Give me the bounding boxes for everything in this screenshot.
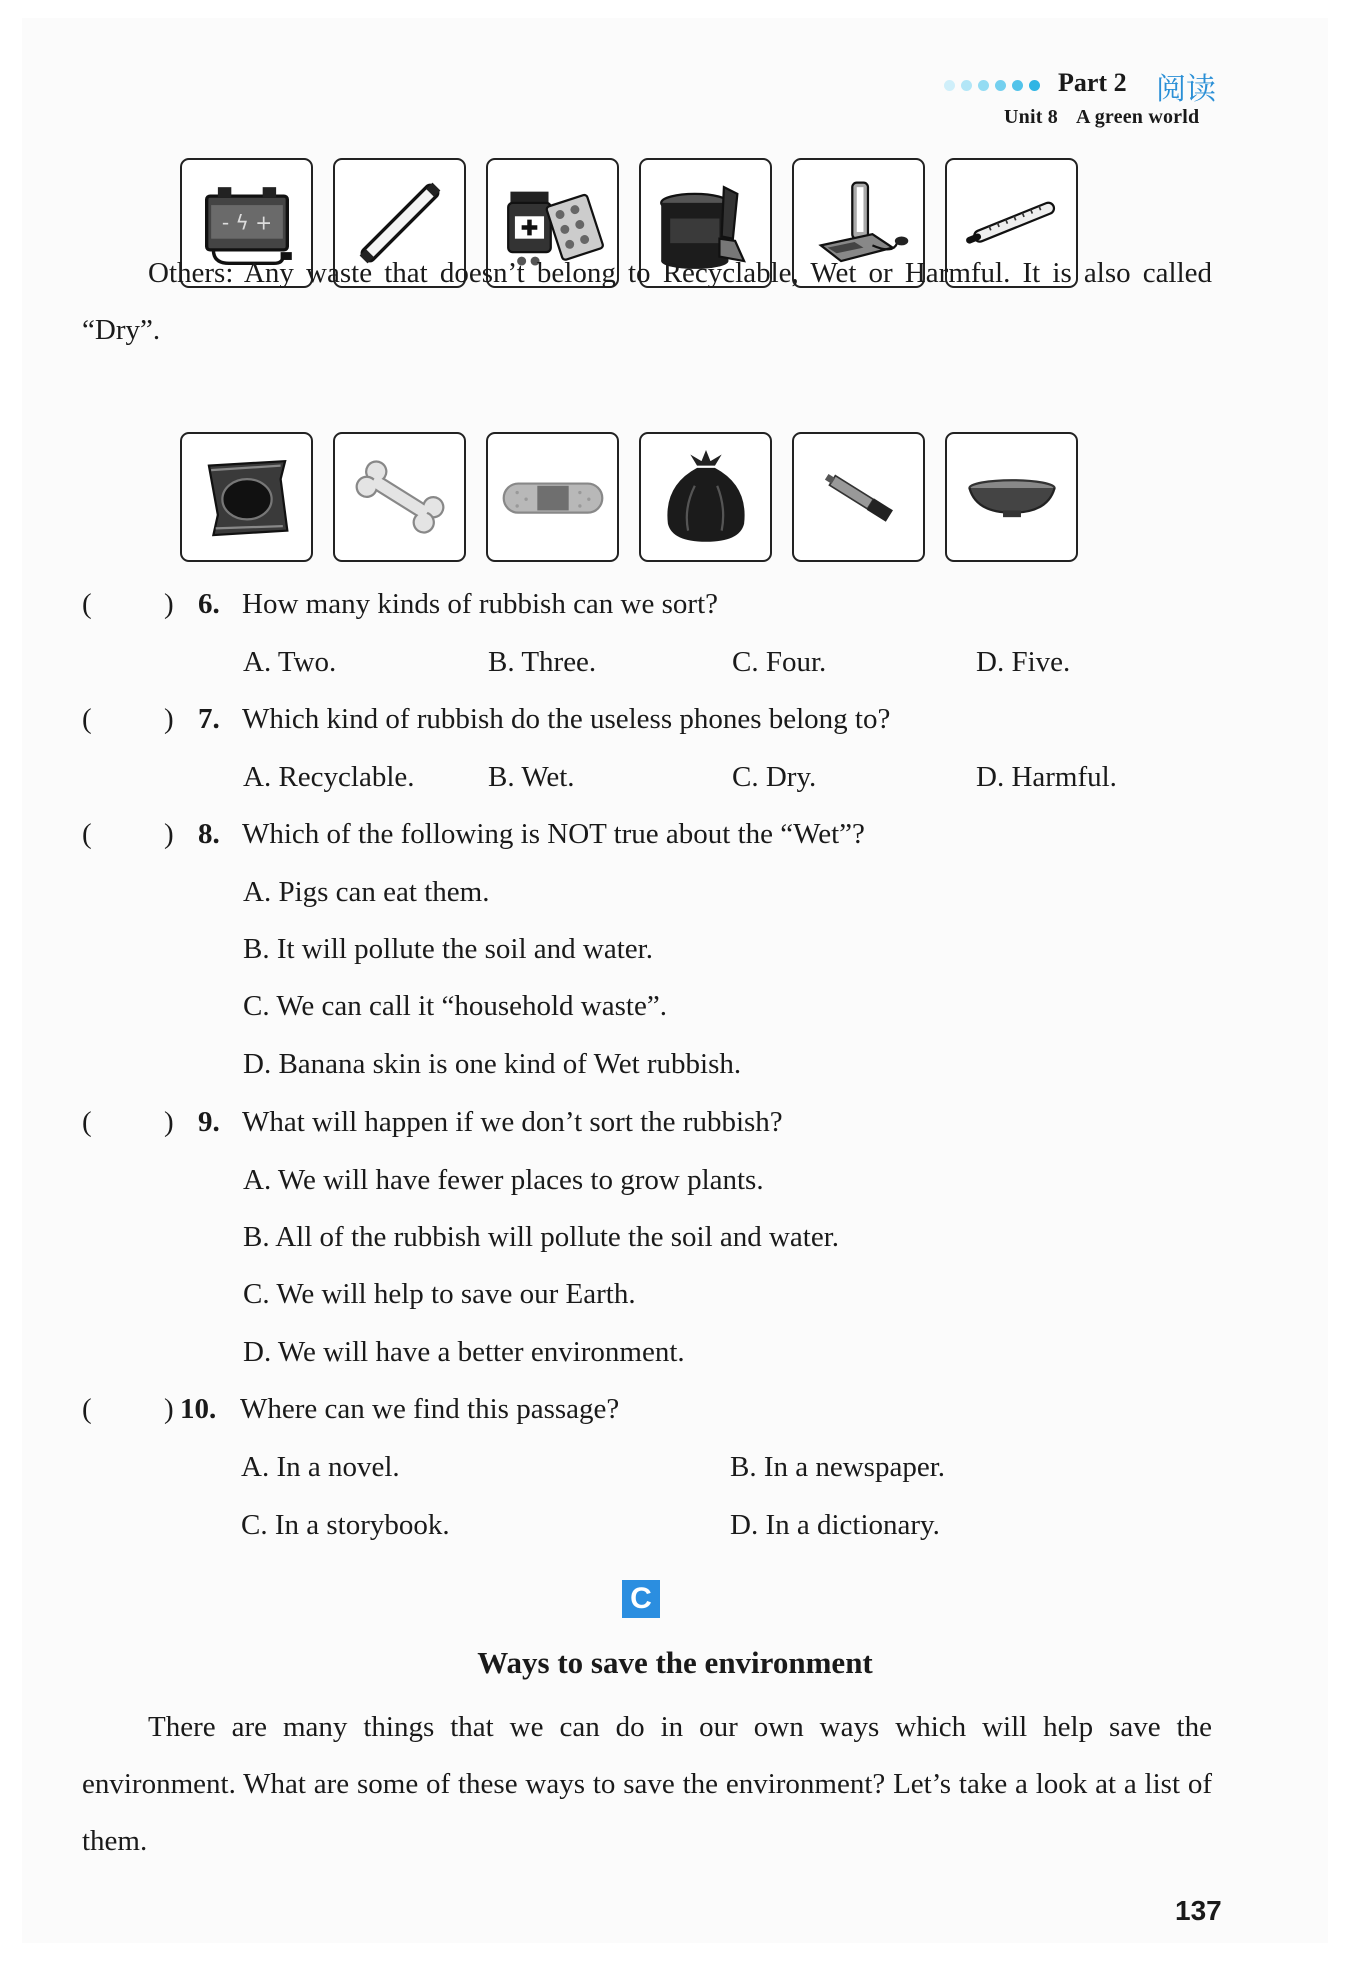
option-c: C. We can call it “household waste”. <box>243 990 667 1022</box>
option-c: C. Four. <box>732 646 827 678</box>
option-b: B. All of the rubbish will pollute the soil and water. <box>243 1221 840 1253</box>
option-a: A. Pigs can eat them. <box>243 876 490 908</box>
option-c: C. Dry. <box>732 761 817 793</box>
answer-paren-close: ) <box>164 703 174 735</box>
option-b: B. It will pollute the soil and water. <box>243 933 653 965</box>
question-number: 9. <box>198 1106 220 1138</box>
bone-icon <box>333 432 466 562</box>
option-a: A. Two. <box>243 646 337 678</box>
dot-3 <box>978 80 989 91</box>
question-stem: How many kinds of rubbish can we sort? <box>242 588 718 620</box>
dry-pictures <box>180 432 1078 562</box>
question-number: 7. <box>198 703 220 735</box>
option-d: D. In a dictionary. <box>730 1509 940 1541</box>
answer-paren-close: ) <box>164 818 174 850</box>
question-stem: Which of the following is NOT true about the “Wet”? <box>242 818 865 850</box>
dot-1 <box>944 80 955 91</box>
answer-paren-open: ( <box>82 818 92 850</box>
answer-paren-close: ) <box>164 1106 174 1138</box>
answer-paren-open: ( <box>82 703 92 735</box>
header-section: 阅读 <box>1156 72 1216 107</box>
passage-paragraph: There are many things that we can do in our own ways which will help save the environment. What are some of these ways to save the environment? Let’s take a look at a list of them. <box>82 1711 1212 1857</box>
question-number: 10. <box>180 1393 217 1425</box>
option-c: C. We will help to save our Earth. <box>243 1278 636 1310</box>
question-number: 8. <box>198 818 220 850</box>
snack-bag-icon <box>180 432 313 562</box>
bowl-icon <box>945 432 1078 562</box>
question-stem: Which kind of rubbish do the useless phones belong to? <box>242 703 891 735</box>
option-b: B. In a newspaper. <box>730 1451 946 1483</box>
option-a: A. In a novel. <box>241 1451 400 1483</box>
option-d: D. Harmful. <box>976 761 1117 793</box>
option-b: B. Wet. <box>488 761 575 793</box>
garbage-bag-icon <box>639 432 772 562</box>
answer-paren-close: ) <box>164 1393 174 1425</box>
option-b: B. Three. <box>488 646 597 678</box>
svg-text:- ϟ +: - ϟ + <box>221 210 272 235</box>
bandage-icon <box>486 432 619 562</box>
header-part: Part 2 <box>1058 68 1127 97</box>
answer-paren-open: ( <box>82 1106 92 1138</box>
dot-2 <box>961 80 972 91</box>
answer-paren-close: ) <box>164 588 174 620</box>
option-d: D. Banana skin is one kind of Wet rubbish. <box>243 1048 742 1080</box>
question-stem: What will happen if we don’t sort the rubbish? <box>242 1106 783 1138</box>
header-unit <box>1004 106 1217 129</box>
option-a: A. We will have fewer places to grow plants. <box>243 1164 764 1196</box>
option-c: C. In a storybook. <box>241 1509 450 1541</box>
question-stem: Where can we find this passage? <box>240 1393 620 1425</box>
answer-paren-open: ( <box>82 1393 92 1425</box>
marker-pen-icon <box>792 432 925 562</box>
dot-5 <box>1012 80 1023 91</box>
option-d: D. Five. <box>976 646 1071 678</box>
others-paragraph: Others: Any waste that doesn’t belong to Recyclable, Wet or Harmful. It is also called “Dry”. <box>82 257 1212 346</box>
answer-paren-open: ( <box>82 588 92 620</box>
section-c-badge: C <box>622 1580 660 1618</box>
page-number: 137 <box>1175 1895 1222 1926</box>
unit-number: Unit 8 <box>1004 106 1058 128</box>
dot-4 <box>995 80 1006 91</box>
option-a: A. Recyclable. <box>243 761 415 793</box>
header-dots <box>944 80 1040 91</box>
unit-title: A green world <box>1075 106 1200 128</box>
question-number: 6. <box>198 588 220 620</box>
option-d: D. We will have a better environment. <box>243 1336 685 1368</box>
dot-6 <box>1029 80 1040 91</box>
passage-title: Ways to save the environment <box>477 1645 873 1680</box>
